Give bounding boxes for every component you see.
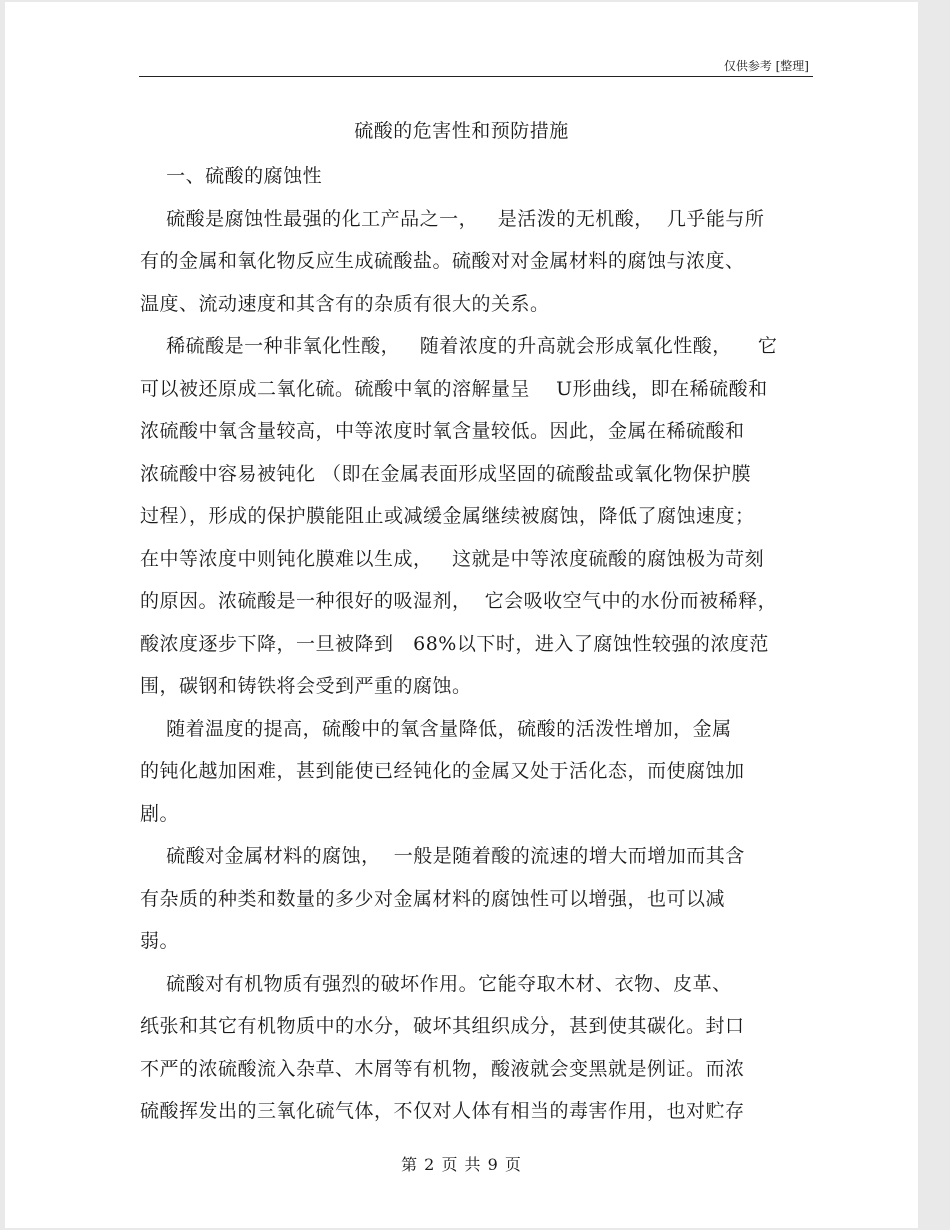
paragraph-line: 硫酸对有机物质有强烈的破坏作用。它能夺取木材、衣物、皮革、	[140, 972, 732, 995]
paragraph-line: 稀硫酸是一种非氧化性酸， 随着浓度的升高就会形成氧化性酸， 它	[140, 335, 778, 357]
paragraph-line: 硫酸对金属材料的腐蚀， 一般是随着酸的流速的增大而增加而其含	[140, 845, 745, 867]
document-page	[5, 2, 918, 1228]
section-heading: 一、硫酸的腐蚀性	[140, 165, 323, 187]
paragraph-line: 在中等浓度中则钝化膜难以生成， 这就是中等浓度硫酸的腐蚀极为苛刻	[140, 547, 765, 570]
paragraph-line: 弱。	[140, 930, 180, 952]
paragraph-line: 硫酸挥发出的三氧化硫气体，不仅对人体有相当的毒害作用，也对贮存	[140, 1100, 745, 1122]
paragraph-line: 的钝化越加困难，甚到能使已经钝化的金属又处于活化态，而使腐蚀加	[140, 760, 745, 782]
paragraph-line: 温度、流动速度和其含有的杂质有很大的关系。	[140, 292, 550, 315]
header-rule	[139, 76, 813, 77]
paragraph-line: 的原因。浓硫酸是一种很好的吸湿剂， 它会吸收空气中的水份而被稀释，	[140, 590, 778, 612]
document-title: 硫酸的危害性和预防措施	[354, 120, 569, 142]
paragraph-line: 纸张和其它有机物质中的水分，破坏其组织成分，甚到使其碳化。封口	[140, 1015, 745, 1037]
paragraph-line: 浓硫酸中容易被钝化 （即在金属表面形成坚固的硫酸盐或氧化物保护膜	[140, 462, 752, 485]
paragraph-line: 剧。	[140, 802, 180, 825]
paragraph-line: 有的金属和氧化物反应生成硫酸盐。硫酸对对金属材料的腐蚀与浓度、	[140, 250, 745, 272]
paragraph-line: 可以被还原成二氧化硫。硫酸中氧的溶解量呈 U形曲线，即在稀硫酸和	[140, 377, 768, 400]
page-number: 第 2 页 共 9 页	[401, 1155, 522, 1174]
paragraph-line: 不严的浓硫酸流入杂草、木屑等有机物，酸液就会变黑就是例证。而浓	[140, 1057, 745, 1080]
paragraph-line: 酸浓度逐步下降，一旦被降到 68%以下时，进入了腐蚀性较强的浓度范	[140, 632, 769, 655]
paragraph-line: 围，碳钢和铸铁将会受到严重的腐蚀。	[140, 675, 472, 697]
paragraph-line: 过程），形成的保护膜能阻止或减缓金属继续被腐蚀，降低了腐蚀速度；	[140, 505, 755, 527]
paragraph-line: 硫酸是腐蚀性最强的化工产品之一， 是活泼的无机酸， 几乎能与所	[140, 207, 765, 230]
document-body	[140, 155, 810, 1133]
header-note: 仅供参考 [整理]	[723, 59, 809, 73]
paragraph-line: 随着温度的提高，硫酸中的氧含量降低，硫酸的活泼性增加，金属	[140, 717, 732, 740]
paragraph-line: 有杂质的种类和数量的多少对金属材料的腐蚀性可以增强，也可以减	[140, 887, 726, 910]
paragraph-line: 浓硫酸中氧含量较高，中等浓度时氧含量较低。因此，金属在稀硫酸和	[140, 420, 745, 442]
